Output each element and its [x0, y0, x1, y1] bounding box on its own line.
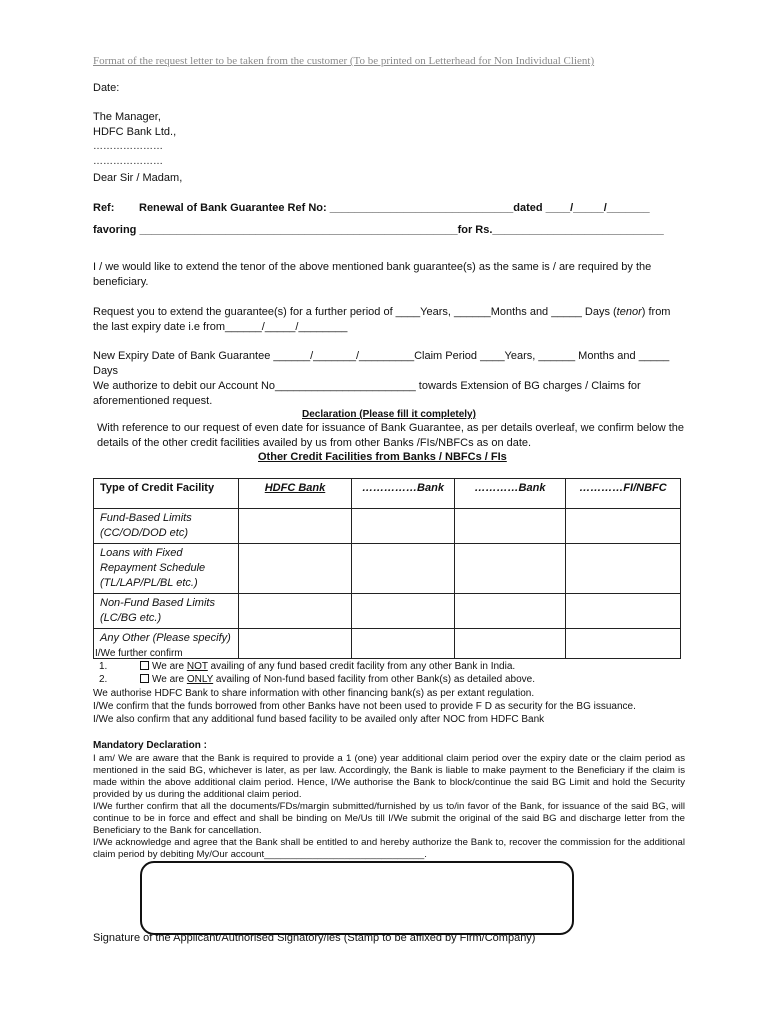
table-cell[interactable] — [239, 594, 352, 629]
new-expiry-paragraph: New Expiry Date of Bank Guarantee ______/_______/_________Claim Period ____Years, ______ Months and _____ Days — [93, 350, 670, 377]
tenor-text-b: ) from the last expiry date i.e from______/_____/________ — [93, 306, 671, 333]
row-label-non-fund: Non-Fund Based Limits (LC/BG etc.) — [94, 594, 239, 629]
addressee-line-1: The Manager, — [93, 111, 161, 123]
item-1-number: 1. — [99, 661, 108, 672]
item-1-text-b: availing of any fund based credit facility from any other Bank in India. — [207, 661, 516, 672]
table-cell[interactable] — [566, 594, 681, 629]
ref-text: Renewal of Bank Guarantee Ref No: ______________________________dated ____/_____/_______ — [139, 202, 650, 214]
header-type: Type of Credit Facility — [94, 479, 239, 509]
row-label-fund-based: Fund-Based Limits (CC/OD/DOD etc) — [94, 509, 239, 544]
checkbox-icon[interactable] — [140, 661, 149, 670]
header-hdfc — [239, 479, 352, 509]
table-cell[interactable] — [455, 544, 566, 594]
addressee-line-2: HDFC Bank Ltd., — [93, 126, 177, 138]
table-cell[interactable] — [352, 594, 455, 629]
item-2-text — [140, 674, 535, 685]
confirm-funds-line: I/We confirm that the funds borrowed from other Banks have not been used to provide F D as security for the BG issuance. — [93, 701, 636, 712]
authorise-share-line: We authorise HDFC Bank to share information with other financing bank(s) as per extant regulation. — [93, 688, 535, 699]
header-bank-2: ……………Bank — [352, 479, 455, 509]
row-label-any-other: Any Other (Please specify) — [94, 629, 239, 659]
table-cell[interactable] — [566, 629, 681, 659]
item-2-number: 2. — [99, 674, 108, 685]
document-header: Format of the request letter to be taken from the customer (To be printed on Letterhead for Non Individual Client) — [93, 55, 595, 67]
table-header-row — [94, 479, 681, 509]
table-cell[interactable] — [352, 509, 455, 544]
table-cell[interactable] — [352, 544, 455, 594]
table-cell[interactable] — [566, 509, 681, 544]
table-cell[interactable] — [352, 629, 455, 659]
checkbox-icon[interactable] — [140, 674, 149, 683]
ref-label: Ref: — [93, 202, 115, 214]
item-1-not: NOT — [186, 661, 208, 672]
favoring-line: favoring ____________________________________________________for Rs.____________________________ — [93, 224, 664, 236]
row-label-loans: Loans with Fixed Repayment Schedule (TL/LAP/PL/BL etc.) — [94, 544, 239, 594]
mandatory-paragraph-2: I/We further confirm that all the documents/FDs/margin submitted/furnished by us to/in favor of the Bank, for issuance of the said BG, will continue to be in force and effect and shall be binding on Me/Us till I/We submit the original of the said BG and discharge letter from the Beneficiary to the Bank for cancellation. — [93, 801, 685, 836]
item-2-only: ONLY — [186, 674, 214, 685]
table-cell[interactable] — [566, 544, 681, 594]
table-cell[interactable] — [239, 509, 352, 544]
table-row — [94, 594, 681, 629]
further-confirm-label: I/We further confirm — [95, 648, 183, 659]
salutation: Dear Sir / Madam, — [93, 172, 183, 184]
table-cell[interactable] — [455, 629, 566, 659]
confirm-noc-line: I/We also confirm that any additional fund based facility to be availed only after NOC from HDFC Bank — [93, 714, 545, 725]
mandatory-declaration-title: Mandatory Declaration : — [93, 740, 207, 751]
credit-facilities-table — [93, 478, 681, 659]
debit-authorization-paragraph: We authorize to debit our Account No_______________________ towards Extension of BG charges / Claims for aforementioned request. — [93, 380, 641, 407]
signature-stamp-box[interactable] — [140, 861, 574, 935]
item-2-text-a: We are — [152, 674, 187, 685]
header-hdfc-label: HDFC Bank — [264, 482, 326, 494]
addressee-line-4: ………………… — [93, 156, 163, 167]
table-cell[interactable] — [455, 594, 566, 629]
header-fi-nbfc: …………FI/NBFC — [566, 479, 681, 509]
item-2-text-b: availing of Non-fund based facility from other Bank(s) as detailed above. — [213, 674, 535, 685]
signature-label: Signature of the Applicant/Authorised Signatory/ies (Stamp to be affixed by Firm/Company) — [93, 932, 536, 944]
tenor-paragraph — [93, 305, 685, 335]
mandatory-paragraph-3: I/We acknowledge and agree that the Bank shall be entitled to and hereby authorize the Bank to, recover the commission for the additional claim period by debiting My/Our account______________________________. — [93, 837, 685, 860]
table-cell[interactable] — [455, 509, 566, 544]
declaration-text: With reference to our request of even date for issuance of Bank Guarantee, as per details overleaf, we confirm below the details of the other credit facilities availed by us from other Banks /FIs/NBFCs as on date. — [97, 422, 684, 449]
table-title: Other Credit Facilities from Banks / NBFCs / FIs — [258, 451, 507, 463]
addressee-line-3: ………………… — [93, 141, 163, 152]
date-label: Date: — [93, 82, 120, 94]
declaration-title: Declaration (Please fill it completely) — [302, 409, 476, 420]
table-cell[interactable] — [239, 629, 352, 659]
header-bank-3: …………Bank — [455, 479, 566, 509]
tenor-word: tenor — [616, 306, 642, 318]
mandatory-paragraph-1: I am/ We are aware that the Bank is required to provide a 1 (one) year additional claim period over the expiry date or the claim period as mentioned in the said BG, whichever is later, as per law. Accordingly, the Bank is liable to make payment to the Beneficiary if the claim is made within the above additional claim period. Hence, I/We authorise the Bank to block/continue the said BG Limit and hold the Security provided by us during the additional claim period. — [93, 753, 685, 800]
table-row — [94, 544, 681, 594]
item-1-text-a: We are — [152, 661, 187, 672]
tenor-text-a: Request you to extend the guarantee(s) for a further period of ____Years, ______Months and _____ Days ( — [93, 306, 617, 318]
item-1-text — [140, 661, 515, 672]
table-row — [94, 509, 681, 544]
table-cell[interactable] — [239, 544, 352, 594]
extension-request-paragraph: I / we would like to extend the tenor of the above mentioned bank guarantee(s) as the same is / are required by the beneficiary. — [93, 261, 652, 288]
